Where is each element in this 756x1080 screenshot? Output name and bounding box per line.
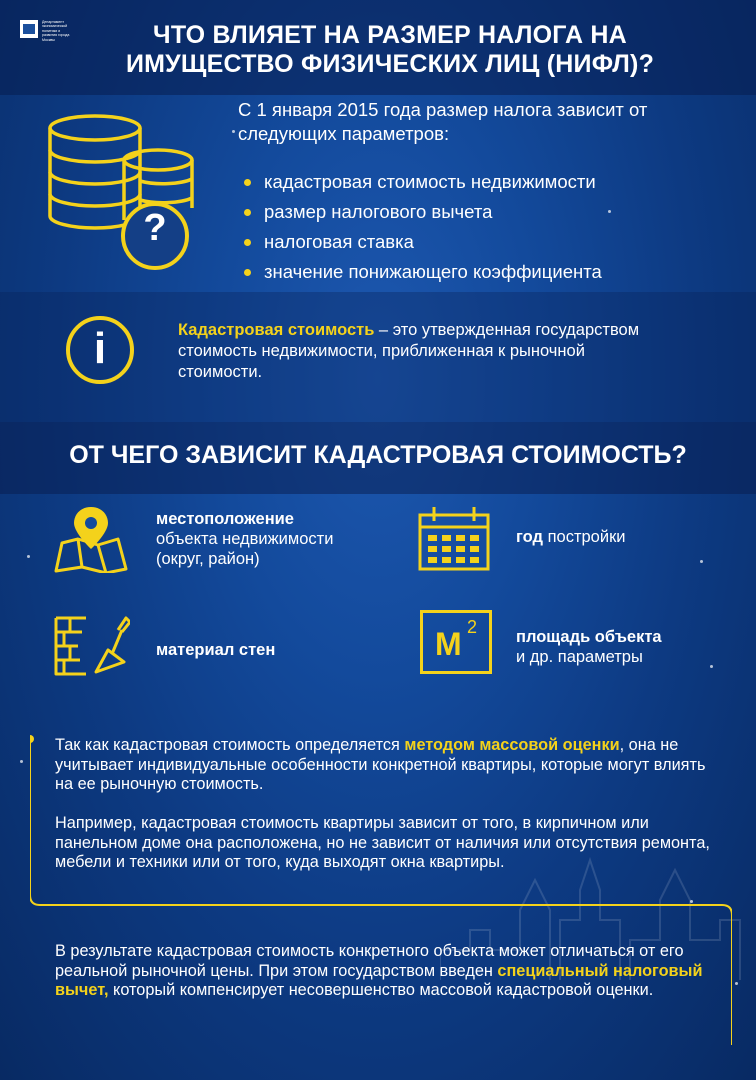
- star-decoration: [20, 760, 23, 763]
- list-item: налоговая ставка: [244, 227, 724, 257]
- factor-location-line2: объекта недвижимости: [156, 530, 334, 548]
- paragraph-result: [55, 942, 725, 1001]
- factor-walls: [156, 640, 376, 660]
- square-meters-icon: [420, 610, 492, 674]
- star-decoration: [700, 560, 703, 563]
- factor-area-line2: и др. параметры: [516, 648, 643, 666]
- factor-area-label: площадь объекта: [516, 628, 662, 646]
- factor-year-label: год: [516, 528, 543, 546]
- factor-walls-label: материал стен: [156, 641, 276, 659]
- star-decoration: [27, 555, 30, 558]
- question-mark: ?: [143, 207, 167, 249]
- factor-location-line3: (округ, район): [156, 550, 260, 568]
- department-logo: [20, 20, 68, 64]
- coins-question-icon: [40, 108, 200, 278]
- paragraph-mass-valuation: [55, 736, 725, 795]
- p1-highlight: методом массовой оценки: [404, 736, 620, 754]
- list-item: размер налогового вычета: [244, 197, 724, 227]
- info-icon-letter: i: [93, 324, 107, 373]
- moscow-flag-icon: [20, 20, 38, 38]
- p3-end: который компенсирует несовершенство массовой кадастровой оценки.: [108, 981, 654, 999]
- square-meters-superscript: 2: [467, 617, 478, 637]
- p3-start: В результате кадастровая стоимость конкретного объекта может отличаться от его реальной рыночной цены. При этом государством введен: [55, 942, 684, 980]
- parameter-list: [244, 167, 724, 287]
- paragraph-example: Например, кадастровая стоимость квартиры зависит от того, в кирпичном или панельном доме она расположена, но не зависит от наличия или отсутствия ремонта, мебели и техники или от того, куда выходят окна квартиры.: [55, 814, 710, 871]
- cadastral-term: Кадастровая стоимость: [178, 321, 375, 339]
- factor-location-label: местоположение: [156, 510, 294, 528]
- factor-area: [516, 627, 736, 667]
- title-line-2: ИМУЩЕСТВО ФИЗИЧЕСКИХ ЛИЦ (НИФЛ)?: [125, 50, 655, 78]
- factor-year-rest: постройки: [543, 528, 626, 546]
- cadastral-definition: [178, 320, 648, 383]
- logo-text: Департамент экономической политики и развития города Москвы: [42, 20, 70, 42]
- page-title: [70, 21, 710, 79]
- star-decoration: [735, 982, 738, 985]
- intro-text: С 1 января 2015 года размер налога зависит от следующих параметров:: [238, 99, 648, 144]
- list-item: значение понижающего коэффициента: [244, 257, 724, 287]
- title-line-1: ЧТО ВЛИЯЕТ НА РАЗМЕР НАЛОГА НА: [153, 21, 627, 49]
- p3-highlight: специальный налоговый вычет,: [55, 961, 703, 999]
- list-item: кадастровая стоимость недвижимости: [244, 167, 724, 197]
- star-decoration: [232, 130, 235, 133]
- p1-end: , она не учитывает индивидуальные особенности конкретной квартиры, которые могут влиять на ее рыночную стоимость.: [55, 736, 706, 793]
- factor-location: [156, 509, 396, 569]
- p1-start: Так как кадастровая стоимость определяется: [55, 736, 405, 754]
- location-map-icon: [52, 505, 130, 573]
- factor-year: [516, 527, 736, 547]
- brick-trowel-icon: [52, 610, 130, 678]
- square-meters-label: М: [435, 626, 462, 662]
- cadastral-definition-text: – это утвержденная государством стоимость недвижимости, приближенная к рыночной стоимости.: [178, 321, 640, 381]
- section-title: ОТ ЧЕГО ЗАВИСИТ КАДАСТРОВАЯ СТОИМОСТЬ?: [69, 441, 687, 469]
- calendar-icon: [416, 505, 492, 573]
